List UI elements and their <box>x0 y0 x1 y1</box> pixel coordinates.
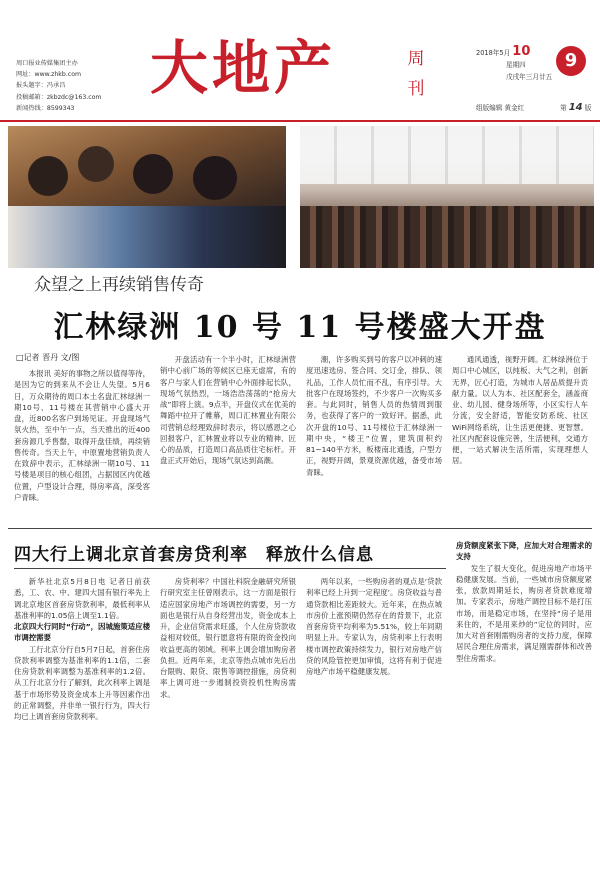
email-text: 投稿邮箱：zkbzdc@163.com <box>16 93 102 101</box>
article2-headline: 四大行上调北京首套房贷利率 释放什么信息 <box>14 545 374 565</box>
article2-column-3: 两年以来，一些购房者的观点是‘贷款利率已经上升到一定程度’。房贷收益与普通贷款相比差距较大。近年来，在热点城市房价上涨预期仍然存在的背景下，北京首套房贷平均利率为5.51%，较上年同期明显上升。专家认为，房贷利率上行表明楼市调控政策持续发力，银行对房地产信贷的风险管控更加审慎，这将有利于促进房地产市场平稳健康发展。 <box>306 577 442 676</box>
article1-column-4: 通风通透，视野开阔。汇林绿洲位于周口中心城区，以纯板、大气之利，创新无界，匠心打造，为城市人居品质提升贡献力量。以人为本、社区配套全，涵盖商业、幼儿园、健身场所等，小区实行人车分流，安全舒适，智能安防系统、社区WiFi网络系统，让生活更便捷、更智慧。社区内配套设施完善，生活便利，交通方便，一站式解决生活所需，实现理想人居。 <box>452 355 588 466</box>
website-text: 网址：www.zhkb.com <box>16 71 82 79</box>
article1-headline: 汇林绿洲 10 号 11 号楼盛大开盘 <box>53 310 547 345</box>
article1-kicker: 众望之上再续销售传奇 <box>34 275 204 295</box>
weekday-text: 星期四 <box>506 61 526 69</box>
masthead <box>0 0 600 122</box>
date-prefix: 2018年5月 <box>476 49 511 57</box>
layout-editor-text: 组版编辑 黄金红 <box>476 104 525 112</box>
article2-column-4: 房贷额度紧张下降，应加大对合理需求的支持 发生了很大变化，促进房地产市场平稳健康发展。当前，一些城市房贷额度紧张，放款周期延长，购房者贷款难度增加。专家表示，房地产调控目标不是打压市场，而是稳定市场，在坚持“房子是用来住的，不是用来炒的”定位的同时，应加大对首套刚需购房者的支持力度，保障居民合理住房需求，满足刚需群体和改善型住房需求。 <box>456 541 592 663</box>
article2-column-2: 房贷利率？中国社科院金融研究所银行研究室主任曾刚表示，这一方面是银行适应国家房地产市场调控的需要，另一方面也是银行从自身经营出发，资金成本上升，企业信贷需求旺盛，个人住房贷款收益相对较低，银行愿意将有限的资金投向收益更高的领域。利率上调会增加购房者负担。近两年来，北京等热点城市先后出台限购、限贷、限售等调控措施，房贷利率上调可进一步遏制投资投机性购房需求。 <box>160 577 296 699</box>
title-calligraphy-credit: 报头题字：冯承昌 <box>16 82 66 90</box>
sponsor-text: 周口报业传媒集团主办 <box>16 60 78 67</box>
lunar-date-text: 戊戌年三月廿五 <box>506 73 553 81</box>
date-day: 10 <box>512 44 531 59</box>
section-divider <box>8 528 592 529</box>
article1-byline: □记者 晋丹 文/图 <box>16 353 80 362</box>
article2-column-1: 新华社北京5月8日电 记者日前获悉，工、农、中、建四大国有银行率先上调北京地区首套房贷款利率，最低利率从基准利率的1.05倍上调至1.1倍。 北京四大行同时“行动”，因城施策适应楼市调控需要 工行北京分行自5月7日起，首套住房贷款利率调整为基准利率的1.1倍，二套住房贷款利率调整为基准利率的1.2倍。从工行北京分行了解到，此次利率上调是基于市场形势及资金成本上升等因素作出的正常调整，并非单一银行行为，四大行均已上调首套房贷款利率。 <box>14 577 150 721</box>
page-number: 第 14 版 <box>560 102 592 113</box>
article2-subhead-1: 北京四大行同时“行动”，因城施策适应楼市调控需要 <box>14 622 150 643</box>
photo-sales-hall <box>8 126 286 268</box>
newspaper-logo: 大地产 <box>150 34 337 102</box>
article2-subhead-2: 房贷额度紧张下降，应加大对合理需求的支持 <box>456 541 592 562</box>
article1-column-1: 本报讯 美好的事物之所以值得等待，是因为它的到来从不会让人失望。5月6日，万众期待的周口本土名盘汇林绿洲一期10号、11号楼在其营销中心盛大开盘，近800名客户到场见证。开盘现场气氛火热，至中午一点，当天推出的近400套房源几乎售罄，取得开盘佳绩，再续销售传奇。当天上午，中原置地营销负责人在致辞中表示，汇林绿洲一期10号、11号楼是项目的核心组团，占据园区内优越位置，户型设计合理，得房率高，深受客户青睐。 <box>14 369 150 502</box>
masthead-info <box>16 58 166 114</box>
issue-number-badge: 9 <box>556 46 586 76</box>
hotline-text: 新闻热线：8599343 <box>16 104 75 112</box>
article2-headline-rule <box>14 568 446 569</box>
photo-opening-ceremony <box>300 126 594 268</box>
weekly-label: 周刊 <box>407 49 425 99</box>
article1-column-3: 潮，许多购买到号的客户以冲刺的速度迅速选房、签合同、交订金，排队、领礼品，工作人员忙而不乱，有序引导。大批客户在现场签约，不少客户一次购买多套。与此同时，销售人员的热情周到服务，也获得了客户的一致好评。据悉，此次开盘的10号、11号楼位于汇林绿洲一期中央，“楼王”位置，建筑面积约81~140平方米，板楼南北通透，户型方正，视野开阔，景观资源优越，备受市场青睐。 <box>306 355 442 477</box>
article1-column-2: 开盘活动有一个半小时，汇林绿洲营销中心前广场的等候区已座无虚席，有的客户与家人们在营销中心外面排起长队，现场气氛热烈，一场浩浩荡荡的“抢房大战”即将上演。9点半，开盘仪式在优美的舞蹈中拉开了帷幕，周口汇林置业有限公司营销总经理致辞时表示，将以感恩之心回报客户，汇林置业将以专业的精神、匠心的品质，打造周口高品质住宅标杆。开盘正式开始后，现场气氛达到高潮。 <box>160 355 296 466</box>
